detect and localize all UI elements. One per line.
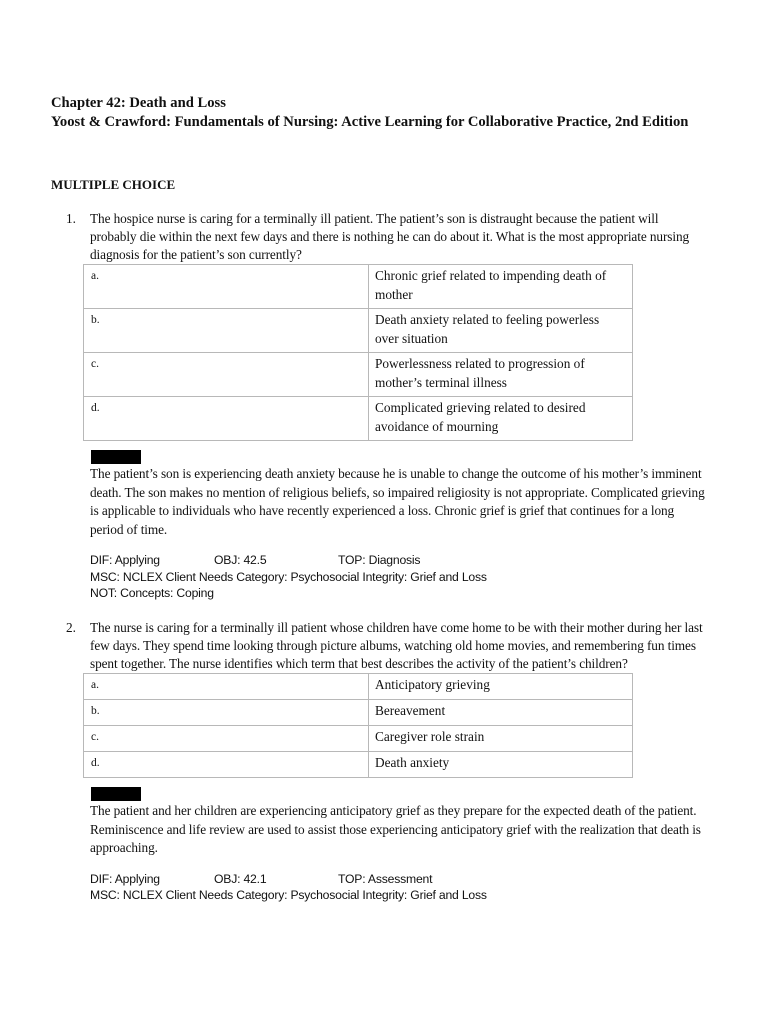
option-letter: d.	[84, 397, 369, 441]
rationale: The patient’s son is experiencing death anxiety because he is unable to change the outcome of his mother’s imminent death. The son makes no mention of religious beliefs, so impaired religiosity is not appropriate. Complicated grieving is applicable to individuals who have recently experienced a loss. Chronic grief is grief that continues for a long period of time.	[90, 466, 705, 537]
option-letter: a.	[84, 265, 369, 309]
question-metadata	[90, 871, 706, 904]
option-row	[84, 397, 633, 441]
chapter-heading	[51, 94, 711, 132]
msc-field: MSC: NCLEX Client Needs Category: Psychosocial Integrity: Grief and Loss	[90, 888, 487, 902]
dif-field: DIF: Applying	[90, 871, 160, 886]
option-letter: d.	[84, 752, 369, 778]
obj-field: OBJ: 42.5	[214, 553, 267, 567]
option-letter: a.	[84, 674, 369, 700]
redacted-answer-box	[91, 787, 141, 801]
option-text: Caregiver role strain	[369, 726, 633, 752]
question-stem: The nurse is caring for a terminally ill patient whose children have come home to be with their mother during her last few days. They spend time looking through picture albums, watching old home movies, and remembering fun times spent together. The nurse identifies which term that best describes the activity of the patient’s children?	[90, 620, 703, 671]
section-title: MULTIPLE CHOICE	[51, 177, 176, 192]
top-field: TOP: Diagnosis	[338, 553, 421, 567]
top-field: TOP: Assessment	[338, 871, 433, 886]
book-title: Yoost & Crawford: Fundamentals of Nursing: Active Learning for Collaborative Practice, 2nd Edition	[51, 114, 689, 130]
chapter-title: Chapter 42: Death and Loss	[51, 95, 226, 111]
option-text: Death anxiety related to feeling powerless over situation	[369, 309, 633, 353]
option-letter: c.	[84, 353, 369, 397]
option-text: Complicated grieving related to desired avoidance of mourning	[369, 397, 633, 441]
question-2	[66, 619, 706, 904]
option-row	[84, 700, 633, 726]
dif-field: DIF: Applying	[90, 553, 160, 567]
options-table	[83, 264, 633, 441]
option-row	[84, 752, 633, 778]
option-row	[84, 726, 633, 752]
option-text: Bereavement	[369, 700, 633, 726]
option-letter: b.	[84, 309, 369, 353]
option-text: Anticipatory grieving	[369, 674, 633, 700]
not-field: NOT: Concepts: Coping	[90, 586, 214, 600]
question-metadata	[90, 552, 706, 602]
question-stem: The hospice nurse is caring for a terminally ill patient. The patient’s son is distraught because the patient will probably die within the next few days and there is nothing he can do about it. What is the most appropriate nursing diagnosis for the patient’s son currently?	[90, 211, 690, 262]
options-table	[83, 673, 633, 778]
option-text: Death anxiety	[369, 752, 633, 778]
option-text: Powerlessness related to progression of mother’s terminal illness	[369, 353, 633, 397]
question-1	[66, 210, 706, 602]
option-row	[84, 353, 633, 397]
option-row	[84, 265, 633, 309]
option-row	[84, 674, 633, 700]
option-row	[84, 309, 633, 353]
question-number: 2.	[66, 620, 76, 635]
option-letter: c.	[84, 726, 369, 752]
redacted-answer-box	[91, 450, 141, 464]
option-letter: b.	[84, 700, 369, 726]
msc-field: MSC: NCLEX Client Needs Category: Psychosocial Integrity: Grief and Loss	[90, 569, 487, 584]
obj-field: OBJ: 42.1	[214, 871, 267, 886]
option-text: Chronic grief related to impending death of mother	[369, 265, 633, 309]
rationale: The patient and her children are experiencing anticipatory grief as they prepare for the expected death of the patient. Reminiscence and life review are used to assist those experiencing anticipatory grief with the realization that death is approaching.	[90, 803, 701, 855]
question-number: 1.	[66, 211, 76, 226]
